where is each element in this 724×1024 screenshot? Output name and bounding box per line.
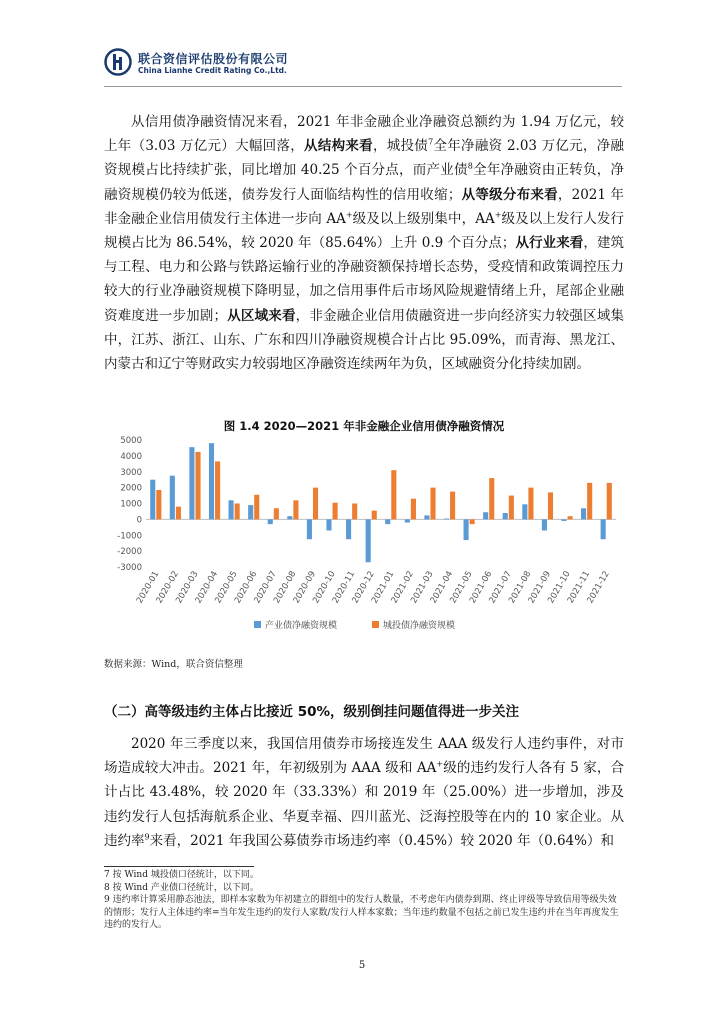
urban-investment-bond-bar [293, 500, 298, 519]
industrial-bond-bar [229, 500, 234, 519]
text-run: 级及以上发行人发行规模占比为 86.54%，较 2020 年（85.64%）上升 0.9 个百分点； [104, 210, 625, 252]
urban-investment-bond-bar [509, 496, 514, 520]
x-tick-label: 2020-12 [350, 569, 377, 606]
net-financing-chart [104, 432, 624, 647]
footnote-9: 9 违约率计算采用静态池法，即样本家数为年初建立的群组中的发行人数量，不考虑年内债券到期、终止评级等导致信用等级失效的情形；发行人主体违约率=当年发生违约的发行人家数/发行人样本家数；当年违约数量不包括之前已发生违约并在当年再度发生违约的发行人。 [104, 895, 619, 930]
urban-investment-bond-bar [195, 452, 200, 519]
y-tick-label: 5000 [120, 436, 142, 446]
y-tick-label: 4000 [120, 451, 142, 462]
x-tick-label: 2021-09 [526, 569, 554, 606]
bold-lead-phrase: 从行业来看 [515, 235, 584, 252]
bold-lead-phrase: 从结构来看 [304, 138, 373, 155]
company-logo-icon [104, 48, 132, 76]
urban-investment-bond-bar [450, 492, 455, 520]
industrial-bond-bar [405, 519, 410, 522]
y-tick-label: -3000 [117, 563, 142, 573]
legend-label: 产业债净融资规模 [265, 621, 338, 631]
industrial-bond-bar [189, 447, 194, 519]
text-run: ，2021 年非金融企业信用债发行主体进一步向 AA [104, 186, 625, 227]
urban-investment-bond-bar [254, 495, 259, 520]
industrial-bond-bar [366, 519, 371, 562]
urban-investment-bond-bar [568, 516, 573, 519]
x-tick-label: 2021-07 [487, 569, 514, 606]
x-tick-label: 2021-02 [389, 569, 416, 606]
page-number: 5 [358, 960, 366, 971]
urban-investment-bond-bar [587, 483, 592, 520]
y-tick-label: 1000 [120, 499, 142, 510]
x-tick-label: 2021-03 [409, 569, 436, 606]
footnotes [104, 869, 624, 932]
y-tick-label: 0 [136, 515, 142, 526]
x-tick-label: 2020-09 [291, 569, 319, 606]
text-run: 全年净融资由正转负，净融资规模仍较为低迷，债券发行人面临结构性的信用收缩； [104, 162, 625, 203]
text-run: 级及以上级别集中，AA [352, 210, 495, 227]
x-tick-label: 2020-11 [330, 569, 358, 606]
footnote-marker: 8 [467, 161, 473, 171]
paragraph-default-analysis [104, 732, 624, 853]
footnote-marker: 7 [428, 137, 434, 147]
footnote-marker: 9 [144, 832, 150, 842]
text-run: ，建筑与工程、电力和公路与铁路运输行业的净融资额保持增长态势，受疫情和政策调控压力较大的行业净融资规模下降明显，加之信用事件后市场风险规避情绪上升，尾部企业融资难度进一步加剧； [104, 235, 625, 324]
industrial-bond-bar [287, 516, 292, 519]
y-tick-label: 2000 [120, 483, 142, 494]
x-tick-label: 2021-01 [369, 569, 397, 606]
figure-title: 图 1.4 2020—2021 年非金融企业信用债净融资情况 [223, 419, 505, 433]
industrial-bond-bar [561, 519, 566, 521]
industrial-bond-bar [444, 519, 449, 520]
footnote-marker: + [436, 759, 444, 769]
x-tick-label: 2020-01 [134, 569, 162, 606]
industrial-bond-bar [307, 519, 312, 539]
footnote-7: 7 按 Wind 城投债口径统计，以下同。 [104, 870, 259, 880]
x-tick-label: 2020-08 [272, 569, 299, 606]
urban-investment-bond-bar [470, 519, 475, 524]
figure-source: 数据来源：Wind，联合资信整理 [104, 659, 243, 670]
x-tick-label: 2021-06 [467, 569, 495, 606]
legend-label: 城投债净融资规模 [383, 621, 456, 631]
section-heading: （二）高等级违约主体占比接近 50%，级别倒挂问题值得进一步关注 [104, 704, 520, 720]
urban-investment-bond-bar [430, 488, 435, 520]
urban-investment-bond-bar [372, 511, 377, 520]
y-tick-label: -2000 [117, 547, 142, 558]
urban-investment-bond-bar [411, 499, 416, 520]
industrial-bond-bar [483, 512, 488, 519]
industrial-bond-bar [170, 476, 175, 520]
text-run: 级的违约发行人各有 5 家，合计占比 43.48%，较 2020 年（33.33%）和 2019 年（25.00%）进一步增加，涉及违约发行人包括海航系企业、华夏幸福、四川蓝光、泛海控股等在内的 10 家企业。从违约率 [104, 760, 624, 849]
company-name-en: China Lianhe Credit Rating Co.,Ltd. [138, 66, 287, 75]
industrial-bond-bar [268, 519, 273, 524]
legend-swatch [372, 621, 379, 628]
x-tick-label: 2021-08 [507, 569, 534, 606]
x-tick-label: 2020-05 [213, 569, 240, 606]
x-tick-label: 2021-04 [428, 569, 456, 606]
x-tick-label: 2021-12 [585, 569, 612, 606]
x-tick-label: 2020-03 [174, 569, 201, 606]
footnote-divider [104, 866, 254, 867]
industrial-bond-bar [346, 519, 351, 539]
industrial-bond-bar [248, 505, 253, 519]
industrial-bond-bar [464, 519, 469, 540]
text-run: 来看，2021 年我国公募债券市场违约率（0.45%）较 2020 年（0.64%）和 [149, 832, 614, 849]
legend-swatch [254, 621, 261, 628]
industrial-bond-bar [503, 513, 508, 519]
text-run: 2020 年三季度以来，我国信用债券市场接连发生 AAA 级发行人违约事件，对市场造成较大冲击。2021 年，年初级别为 AAA 级和 AA [104, 736, 624, 777]
x-tick-label: 2020-06 [232, 569, 260, 606]
bold-lead-phrase: 从等级分布来看 [461, 186, 558, 203]
urban-investment-bond-bar [274, 508, 279, 519]
text-run: 从信用债净融资情况来看，2021 年非金融企业净融资总额约为 1.94 万亿元，较上年（3.03 万亿元）大幅回落， [104, 114, 624, 155]
y-tick-label: -1000 [117, 531, 142, 542]
footnote-8: 8 按 Wind 产业债口径统计，以下同。 [104, 882, 259, 893]
urban-investment-bond-bar [489, 478, 494, 519]
page-header [104, 46, 624, 82]
industrial-bond-bar [385, 519, 390, 524]
x-tick-label: 2021-11 [565, 569, 593, 606]
footnote-marker: + [345, 210, 353, 220]
x-tick-label: 2020-04 [193, 569, 221, 606]
company-name-cn: 联合资信评估股份有限公司 [138, 52, 289, 66]
x-tick-label: 2021-05 [448, 569, 475, 606]
urban-investment-bond-bar [607, 483, 612, 520]
urban-investment-bond-bar [176, 507, 181, 520]
industrial-bond-bar [150, 480, 155, 520]
x-tick-label: 2021-10 [546, 569, 573, 606]
paragraph-credit-bond-net-financing [104, 110, 624, 376]
industrial-bond-bar [424, 515, 429, 519]
urban-investment-bond-bar [548, 492, 553, 519]
industrial-bond-bar [522, 504, 527, 519]
footnote-marker: + [494, 210, 502, 220]
x-tick-label: 2020-02 [154, 569, 181, 606]
urban-investment-bond-bar [352, 504, 357, 520]
bold-lead-phrase: 从区域来看 [227, 307, 296, 324]
x-tick-label: 2020-10 [311, 569, 338, 606]
text-run: ，城投债 [372, 138, 429, 155]
industrial-bond-bar [209, 443, 214, 519]
chart-canvas [104, 432, 624, 647]
industrial-bond-bar [326, 519, 331, 530]
urban-investment-bond-bar [156, 490, 161, 519]
text-run: ，非金融企业信用债融资进一步向经济实力较强区域集中，江苏、浙江、山东、广东和四川净融资规模合计占比 95.09%，而青海、黑龙江、内蒙古和辽宁等财政实力较弱地区净融资连续两年为负，区域融资分化持续加剧。 [104, 307, 625, 373]
urban-investment-bond-bar [391, 470, 396, 519]
y-tick-label: 3000 [120, 467, 142, 478]
industrial-bond-bar [601, 519, 606, 539]
urban-investment-bond-bar [333, 503, 338, 520]
industrial-bond-bar [581, 508, 586, 519]
urban-investment-bond-bar [235, 504, 240, 520]
industrial-bond-bar [542, 519, 547, 530]
urban-investment-bond-bar [215, 461, 220, 519]
header-divider [104, 86, 622, 87]
text-run: 全年净融资 2.03 万亿元，净融资规模占比持续扩张，同比增加 40.25 个百分点，而产业债 [104, 138, 625, 179]
urban-investment-bond-bar [528, 488, 533, 520]
urban-investment-bond-bar [313, 488, 318, 520]
x-tick-label: 2020-07 [252, 569, 279, 606]
